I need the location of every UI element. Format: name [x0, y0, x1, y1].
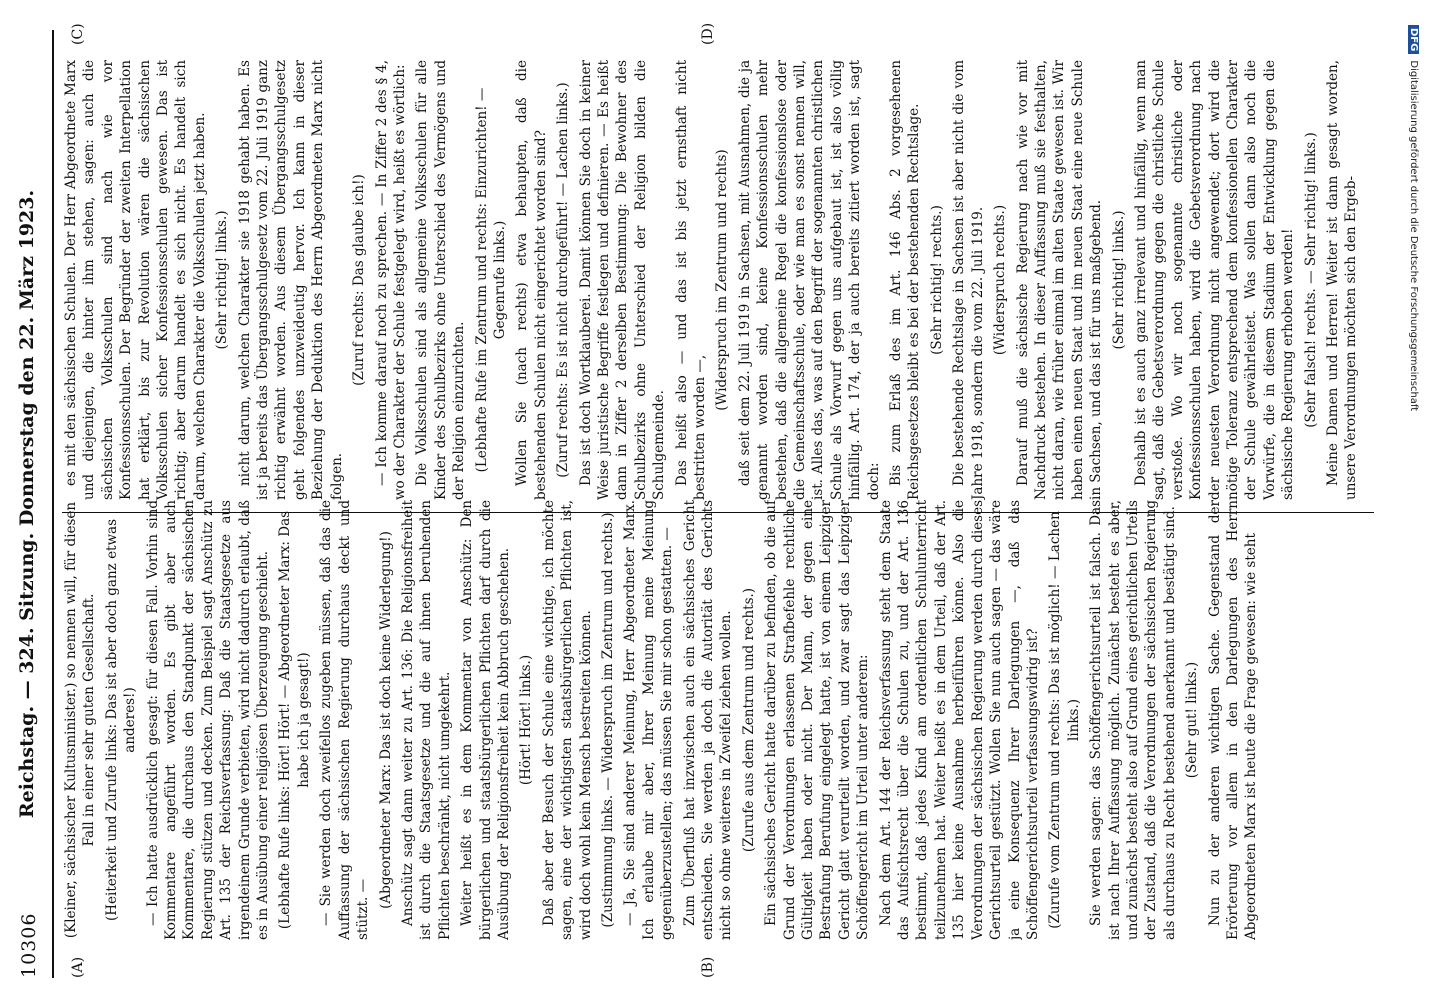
paragraph: (Zurufe vom Zentrum und rechts: Das ist möglich! — Lachen links.) [1047, 511, 1082, 929]
paragraph: Daß aber der Besuch der Schule eine wichtige, ich möchte sagen, eine der wichtigsten staatsbürgerlichen Pflichten ist, wird doch wohl kein Mensch bestreiten können. [540, 500, 594, 940]
paragraph: (Widerspruch rechts.) [992, 204, 1009, 356]
paragraph: (Widerspruch im Zentrum und rechts) [714, 149, 731, 411]
paragraph: es mit den sächsischen Schulen. Der Herr Abgeordnete Marx und diejenigen, die hinter ihm stehen, sagen: auch die sächsischen Volksschulen sind nach wie vor Konfessionsschulen. Der Begründer der zweiten Interpellation hat erklärt, bis zur Revolution wären die sächsischen Volksschulen sicher Konfessionsschulen gewesen. Das ist richtig; aber darum handelt es sich nicht. Es handelt sich darum, welchen Charakter die Volksschulen jetzt haben. [63, 60, 208, 500]
paragraph: (Sehr gut! links.) [1184, 661, 1201, 779]
paragraph: (Lebhafte Rufe im Zentrum und rechts: Einzurichten! — Gegenrufe links.) [473, 87, 508, 473]
paragraph: Deshalb ist es auch ganz irrelevant und hinfällig, wenn man sagt, daß die Gebetsverordnung gegen die christliche Schule verstoße. Wo wir noch sogenannte christliche oder Konfessionsschulen haben, wird die Gebetsverordnung nach der neuesten Verordnung nicht angewendet; dort wird die nötige Toleranz entsprechend dem konfessionellen Charakter der Schule gewährleistet. Was sollen dann also noch die Vorwürfe, die in diesem Stadium der Entwicklung gegen die sächsische Regierung erhoben werden! [1132, 60, 1297, 500]
paragraph: — Ich komme darauf noch zu sprechen. — In Ziffer 2 des § 4, wo der Charakter der Schule festgelegt wird, heißt es wörtlich: [373, 60, 408, 500]
paragraph: (Sehr richtig! rechts.) [928, 205, 945, 355]
paragraph: (Kleiner, sächsischer Kultusminister.) so nennen will, für diesen Fall in einer sehr guten Gesellschaft. [63, 501, 98, 939]
paragraph: (Zuruf rechts: Das glaube ich!) [351, 174, 368, 386]
column-divider [62, 512, 1374, 513]
left-column [62, 500, 1374, 940]
paragraph: Das ist doch Wortklauberei. Damit können Sie doch in keiner Weise juristische Begriffe festlegen und definieren. — Es heißt dann in Ziffer 2 derselben Bestimmung: Die Bewohner des Schulbezirks ohne Unterschied der Religion bilden die Schulgemeinde. [577, 60, 668, 500]
margin-marker-d: (D) [700, 22, 716, 45]
paragraph: (Heiterkeit und Zurufe links: Das ist aber doch ganz etwas anderes!) [103, 518, 139, 922]
right-column [62, 60, 1374, 500]
paragraph: (Abgeordneter Marx: Das ist doch keine Widerlegung!) [377, 531, 394, 909]
paragraph: (Zurufe aus dem Zentrum und rechts.) [740, 587, 757, 853]
paragraph: (Sehr falsch! rechts. — Sehr richtig! links.) [1302, 132, 1319, 428]
paragraph: Ein sächsisches Gericht hatte darüber zu befinden, ob die auf Grund der Verordnungen erlassenen Strafbefehle rechtliche Gültigkeit haben oder nicht. Der Mann, der gegen eine Bestrafung Berufung eingelegt hatte, ist von einem Leipziger Gericht glatt verurteilt worden, und zwar sagt das Leipziger Schöffengericht im Urteil unter anderem: [763, 500, 872, 940]
paragraph: — Ja, Sie sind anderer Meinung, Herr Abgeordneter Marx. Ich erlaube mir aber, Ihrer Meinung meine Meinung gegenüberzustellen; das müssen Sie mir schon gestatten. — [622, 500, 676, 940]
header-rule [52, 30, 54, 978]
paragraph: Wollen Sie (nach rechts) etwa behaupten, daß die bestehenden Schulen nicht eingerichtet worden sind? [514, 60, 549, 500]
paragraph: Sie werden sagen: das Schöffengerichtsurteil ist falsch. Das ist nach Ihrer Auffassung möglich. Zunächst besteht es aber, und zunächst besteht also auf Grund eines gerichtlichen Urteils der Zustand, daß die Verordnungen der sächsischen Regierung als durchaus zu Recht bestehend anerkannt und bestätigt sind. [1088, 500, 1178, 940]
paragraph: nicht darum, welchen Charakter sie 1918 gehabt haben. Es ist ja bereits das Übergangsschulgesetz vom 22. Juli 1919 ganz richtig erwähnt worden. Aus diesem Übergangsschulgesetz geht folgendes unzweideutig hervor. Ich kann in dieser Beziehung der Deduktion des Herrn Abgeordneten Marx nicht folgen. [236, 60, 345, 500]
paragraph: (Zuruf rechts: Es ist nicht durchgeführt! — Lachen links.) [555, 82, 572, 478]
paragraph: Anschütz sagt dann weiter zu Art. 136: Die Religionsfreiheit ist durch die Staatsgesetze und die auf ihnen beruhenden Pflichten beschränkt, nicht umgekehrt. [399, 500, 453, 940]
margin-marker-c: (C) [70, 23, 86, 45]
paragraph: (Zustimmung links. — Widerspruch im Zentrum und rechts.) [599, 512, 616, 928]
side-note [1405, 25, 1423, 975]
margin-marker-a: (A) [70, 956, 86, 978]
paragraph: Die Volksschulen sind als allgemeine Volksschulen für alle Kinder des Schulbezirks ohne Unterschied des Vermögens und der Religion einzurichten. [414, 60, 468, 500]
paragraph: (Lebhafte Rufe links: Hört! Hört! — Abgeordneter Marx: Das habe ich ja gesagt!) [277, 510, 312, 930]
paragraph: — Sie werden doch zweifellos zugeben müssen, daß das die Auffassung der sächsischen Regierung durchaus deckt und stützt. — [318, 500, 372, 940]
page-title: Reichstag. — 324. Sitzung. Donnerstag den 22. März 1923. [16, 189, 38, 819]
paragraph: — Ich hatte ausdrücklich gesagt: für diesen Fall. Vorhin sind Kommentare angeführt worden. Es gibt aber auch Kommentare, die durchaus den Standpunkt der sächsischen Regierung stützen und decken. Zum Beispiel sagt Anschütz zu Art. 135 der Reichsverfassung: Daß die Staatsgesetze aus irgendeinem Grunde verbieten, wird nicht dadurch erlaubt, daß es in Ausübung einer religiösen Überzeugung geschieht. [144, 500, 272, 940]
paragraph: Das heißt also — und das ist bis jetzt ernsthaft nicht bestritten worden —, [673, 60, 708, 500]
paragraph: (Sehr richtig! links.) [214, 210, 231, 350]
paragraph: Bis zum Erlaß des im Art. 146 Abs. 2 vorgesehenen Reichsgesetzes bleibt es bei der bestehenden Rechtslage. [888, 60, 923, 500]
margin-marker-b: (B) [700, 956, 716, 978]
page-header [16, 30, 46, 978]
paragraph: Nach dem Art. 144 der Reichsverfassung steht dem Staate das Aufsichtsrecht über die Schulen zu, und der Art. 136 bestimmt, daß jedes Kind am ordentlichen Schulunterricht teilzunehmen hat. Weiter heißt es in dem Urteil, daß der Art. 135 hier keine Ausnahme herbeiführen könne. Also die Verordnungen der sächsischen Regierung werden durch dieses Gerichtsurteil gestützt. Wollen Sie nun auch sagen — das wäre ja eine Konsequenz Ihrer Darlegungen —, daß das Schöffengerichtsurteil verfassungswidrig ist? [877, 500, 1041, 940]
paragraph: Die bestehende Rechtslage in Sachsen ist aber nicht die vom Jahre 1918, sondern die vom 22. Juli 1919. [951, 60, 986, 500]
paragraph: Weiter heißt es in dem Kommentar von Anschütz: Den bürgerlichen und staatsbürgerlichen Pflichten darf durch die Ausübung der Religionsfreiheit kein Abbruch geschehen. [459, 500, 512, 940]
paragraph: (Sehr richtig! links.) [1110, 210, 1127, 350]
paragraph: Nun zu der anderen wichtigen Sache. Gegenstand der Erörterung vor allem in den Darlegungen des Herrn Abgeordneten Marx ist heute die Frage gewesen: wie steht [1206, 500, 1260, 940]
paragraph: (Hört! Hört! links.) [518, 654, 535, 786]
paragraph: Zum Überfluß hat inzwischen auch ein sächsisches Gericht entschieden. Sie werden ja doch die Autorität des Gerichts nicht so ohne weiteres in Zweifel ziehen wollen. [681, 500, 735, 940]
paragraph: daß seit dem 22. Juli 1919 in Sachsen, mit Ausnahmen, die ja genannt worden sind, keine Konfessionsschulen mehr bestehen, daß die allgemeine Regel die konfessionslose oder die Gemeinschaftsschule, oder wie man es sonst nennen will, ist. Alles das, was auf den Begriff der sogenannten christlichen Schule als Vorwurf gegen uns aufgebaut ist, ist also völlig hinfällig. Art. 174, der ja auch bereits zitiert worden ist, sagt doch: [736, 60, 882, 500]
page-number: 10306 [18, 912, 40, 978]
paragraph: Meine Damen und Herren! Weiter ist dann gesagt worden, unsere Verordnungen möchten sich den Ergeb- [1325, 60, 1360, 500]
funding-note: Digitalisierung gefördert durch die Deutsche Forschungsgemeinschaft [1408, 60, 1419, 412]
paragraph: Darauf muß die sächsische Regierung nach wie vor mit Nachdruck bestehen. In dieser Auffassung muß sie festhalten, nicht daran, wie früher einmal im alten Staate gewesen ist. Wir haben einen neuen Staat und im neuen Staat eine neue Schule in Sachsen, und das ist für uns maßgebend. [1014, 60, 1105, 500]
dfg-logo: DFG [1408, 25, 1419, 54]
